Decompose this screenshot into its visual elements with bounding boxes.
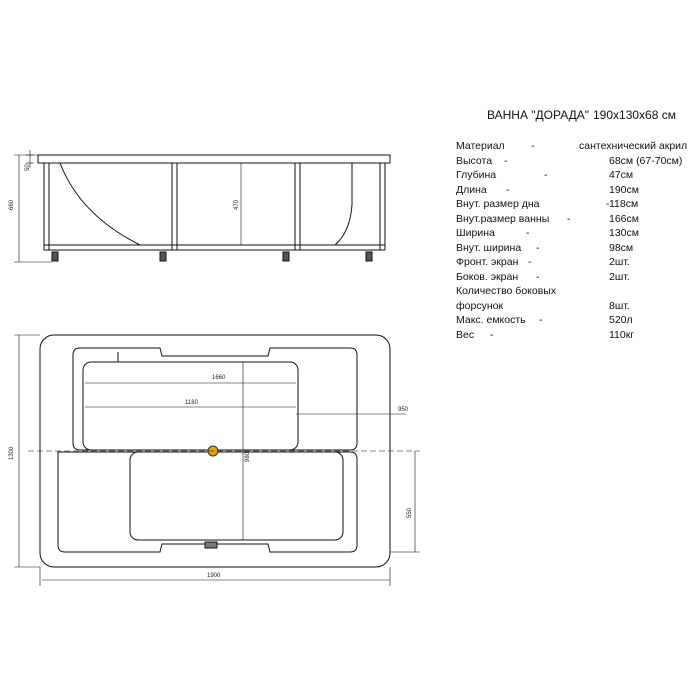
dim-half-width: 550 bbox=[407, 507, 413, 518]
spec-value: 130см bbox=[609, 227, 639, 239]
dim-inner-length: 1660 bbox=[212, 375, 226, 381]
spec-label: Глубина bbox=[456, 169, 497, 181]
spec-dash: - bbox=[536, 241, 540, 254]
product-size: 190х130х68 см bbox=[593, 108, 676, 122]
spec-value: 47см bbox=[609, 169, 634, 181]
spec-label: Вес bbox=[456, 328, 475, 341]
side-view-tub-curve-right bbox=[335, 163, 352, 245]
spec-dash: - bbox=[531, 140, 535, 152]
spec-label: Материал bbox=[456, 140, 505, 152]
dim-rim: 50 bbox=[25, 164, 31, 171]
dim-total-height: 660 bbox=[9, 199, 15, 210]
top-view bbox=[14, 335, 420, 586]
spec-value: 2шт. bbox=[609, 256, 630, 268]
spec-label: Боков. экран bbox=[456, 270, 519, 283]
spec-value: 118см bbox=[609, 198, 639, 210]
spec-label: Длина bbox=[456, 183, 487, 196]
spec-value: 190см bbox=[609, 183, 639, 196]
dim-bottom-length: 1180 bbox=[185, 400, 198, 406]
spec-dash: - bbox=[506, 183, 510, 196]
spec-value: 8шт. bbox=[609, 299, 630, 312]
top-view-upper-basin bbox=[83, 362, 298, 450]
spec-label: Внут.размер ванны bbox=[456, 212, 550, 225]
foot bbox=[283, 252, 289, 261]
dim-inner-width: 980 bbox=[245, 451, 251, 462]
spec-dash: - bbox=[528, 256, 532, 268]
dim-half-right: 950 bbox=[398, 407, 409, 413]
dim-length: 1900 bbox=[207, 573, 221, 579]
spec-dash: - bbox=[544, 169, 548, 181]
spec-value: 98см bbox=[609, 241, 634, 254]
side-view bbox=[14, 150, 390, 262]
spec-dash: - bbox=[490, 328, 494, 341]
overflow-icon bbox=[205, 542, 217, 548]
spec-dash: - bbox=[539, 314, 543, 326]
side-view-rim bbox=[38, 155, 390, 163]
spec-value: 2шт. bbox=[609, 270, 630, 283]
spec-dash: - bbox=[606, 198, 610, 210]
spec-label: форсунок bbox=[456, 299, 504, 312]
foot bbox=[160, 252, 166, 261]
spec-dash: - bbox=[536, 270, 540, 283]
spec-label: Макс. емкость bbox=[456, 314, 526, 326]
spec-dash: - bbox=[567, 212, 571, 225]
spec-label: Внут. ширина bbox=[456, 241, 522, 254]
spec-label: Внут. размер дна bbox=[456, 198, 540, 210]
spec-value: 68см (67-70см) bbox=[609, 154, 683, 167]
spec-label: Фронт. экран bbox=[456, 256, 519, 268]
spec-value: 110кг bbox=[609, 328, 635, 341]
spec-value: 166см bbox=[609, 212, 639, 225]
spec-label: Ширина bbox=[456, 227, 495, 239]
dim-width: 1300 bbox=[9, 446, 15, 460]
product-name: ВАННА "ДОРАДА" bbox=[487, 108, 589, 122]
foot bbox=[52, 252, 58, 261]
side-view-tub-curve-left bbox=[60, 163, 140, 245]
spec-value: 520л bbox=[609, 314, 633, 326]
spec-dash: - bbox=[504, 154, 508, 167]
spec-value: сантехнический акрил bbox=[579, 140, 688, 152]
top-view-lower-basin bbox=[130, 452, 343, 540]
product-title bbox=[487, 108, 680, 122]
spec-label: Высота bbox=[456, 154, 493, 167]
dim-depth: 470 bbox=[234, 199, 240, 210]
foot bbox=[366, 252, 372, 261]
spec-label: Количество боковых bbox=[456, 285, 557, 297]
spec-dash: - bbox=[526, 227, 530, 239]
